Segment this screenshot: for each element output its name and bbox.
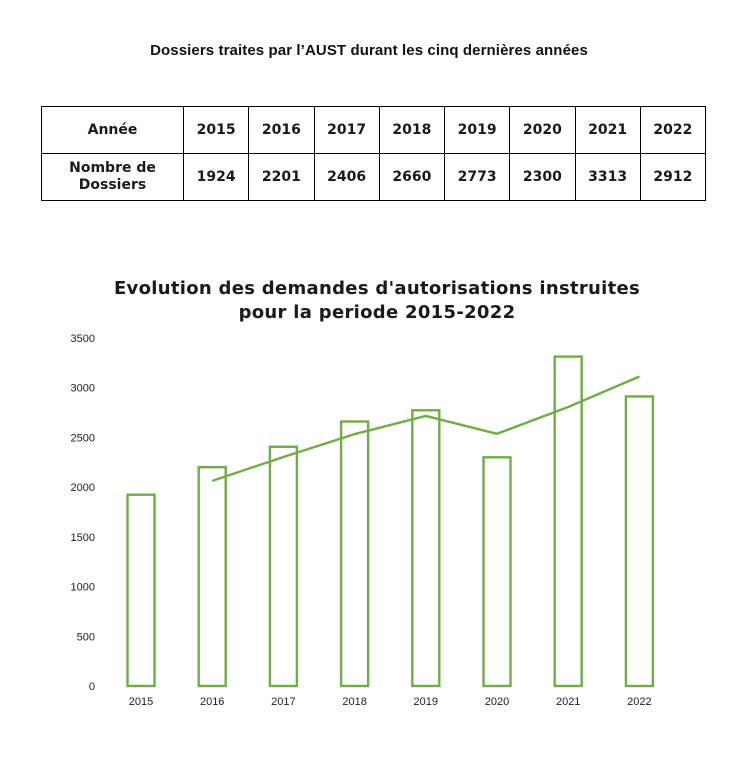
bar-series (128, 357, 653, 686)
table-cell-count: 2201 (249, 154, 314, 201)
count-row-label-line2: Dossiers (78, 177, 147, 193)
y-tick-label: 3500 (70, 333, 95, 345)
y-tick-label: 0 (88, 681, 95, 693)
x-tick-label: 2016 (199, 696, 225, 708)
x-tick-label: 2020 (484, 696, 510, 708)
y-tick-label: 1000 (70, 581, 95, 594)
y-tick-label: 3000 (70, 382, 95, 395)
bar-2016 (199, 467, 226, 686)
table-cell-year: 2022 (640, 107, 705, 154)
x-tick-label: 2017 (271, 696, 296, 708)
y-tick-label: 500 (76, 631, 95, 644)
y-axis-ticks (71, 333, 95, 693)
table-cell-year: 2021 (575, 107, 640, 154)
chart-title-line1: Evolution des demandes d'autorisations instruites (113, 278, 641, 299)
table-cell-year: 2018 (379, 107, 444, 154)
x-tick-label: 2021 (555, 696, 581, 708)
table-cell-count: 2300 (510, 154, 575, 201)
table-cell-count: 3313 (575, 154, 640, 201)
table-cell-count: 1924 (184, 154, 249, 201)
x-tick-label: 2018 (342, 696, 367, 708)
table-cell-count: 2660 (379, 154, 444, 201)
chart-title-line2: pour la periode 2015-2022 (238, 302, 516, 323)
bar-2017 (270, 447, 297, 686)
bar-2022 (626, 396, 653, 686)
bar-2019 (412, 410, 439, 686)
x-axis-ticks (129, 696, 652, 708)
table-cell-year: 2019 (445, 107, 510, 154)
count-row-label-line1: Nombre de (69, 160, 156, 176)
table-row-counts (42, 154, 706, 201)
table-cell-year: 2016 (249, 107, 314, 154)
bar-2018 (341, 422, 368, 686)
document-title: Dossiers traites par l’AUST durant les cinq dernières années (150, 42, 588, 59)
table-cell-count: 2912 (640, 154, 705, 201)
demandes-chart (0, 262, 738, 722)
x-tick-label: 2015 (128, 696, 154, 708)
bar-2020 (484, 457, 511, 686)
table-cell-year: 2020 (510, 107, 575, 154)
table-cell-count: 2406 (314, 154, 379, 201)
trend-line (212, 377, 639, 481)
y-tick-label: 2000 (70, 482, 95, 495)
trend-line-series (212, 377, 639, 481)
y-tick-label: 1500 (70, 531, 95, 544)
table-cell-count: 2773 (445, 154, 510, 201)
dossiers-table (41, 106, 706, 201)
year-row-label: Année (42, 107, 184, 154)
count-row-label (42, 154, 184, 201)
x-tick-label: 2022 (627, 696, 652, 708)
table-row-years (42, 107, 706, 154)
y-tick-label: 2500 (70, 432, 95, 445)
table-cell-year: 2017 (314, 107, 379, 154)
table-cell-year: 2015 (184, 107, 249, 154)
x-tick-label: 2019 (413, 696, 439, 708)
bar-2015 (128, 495, 155, 686)
